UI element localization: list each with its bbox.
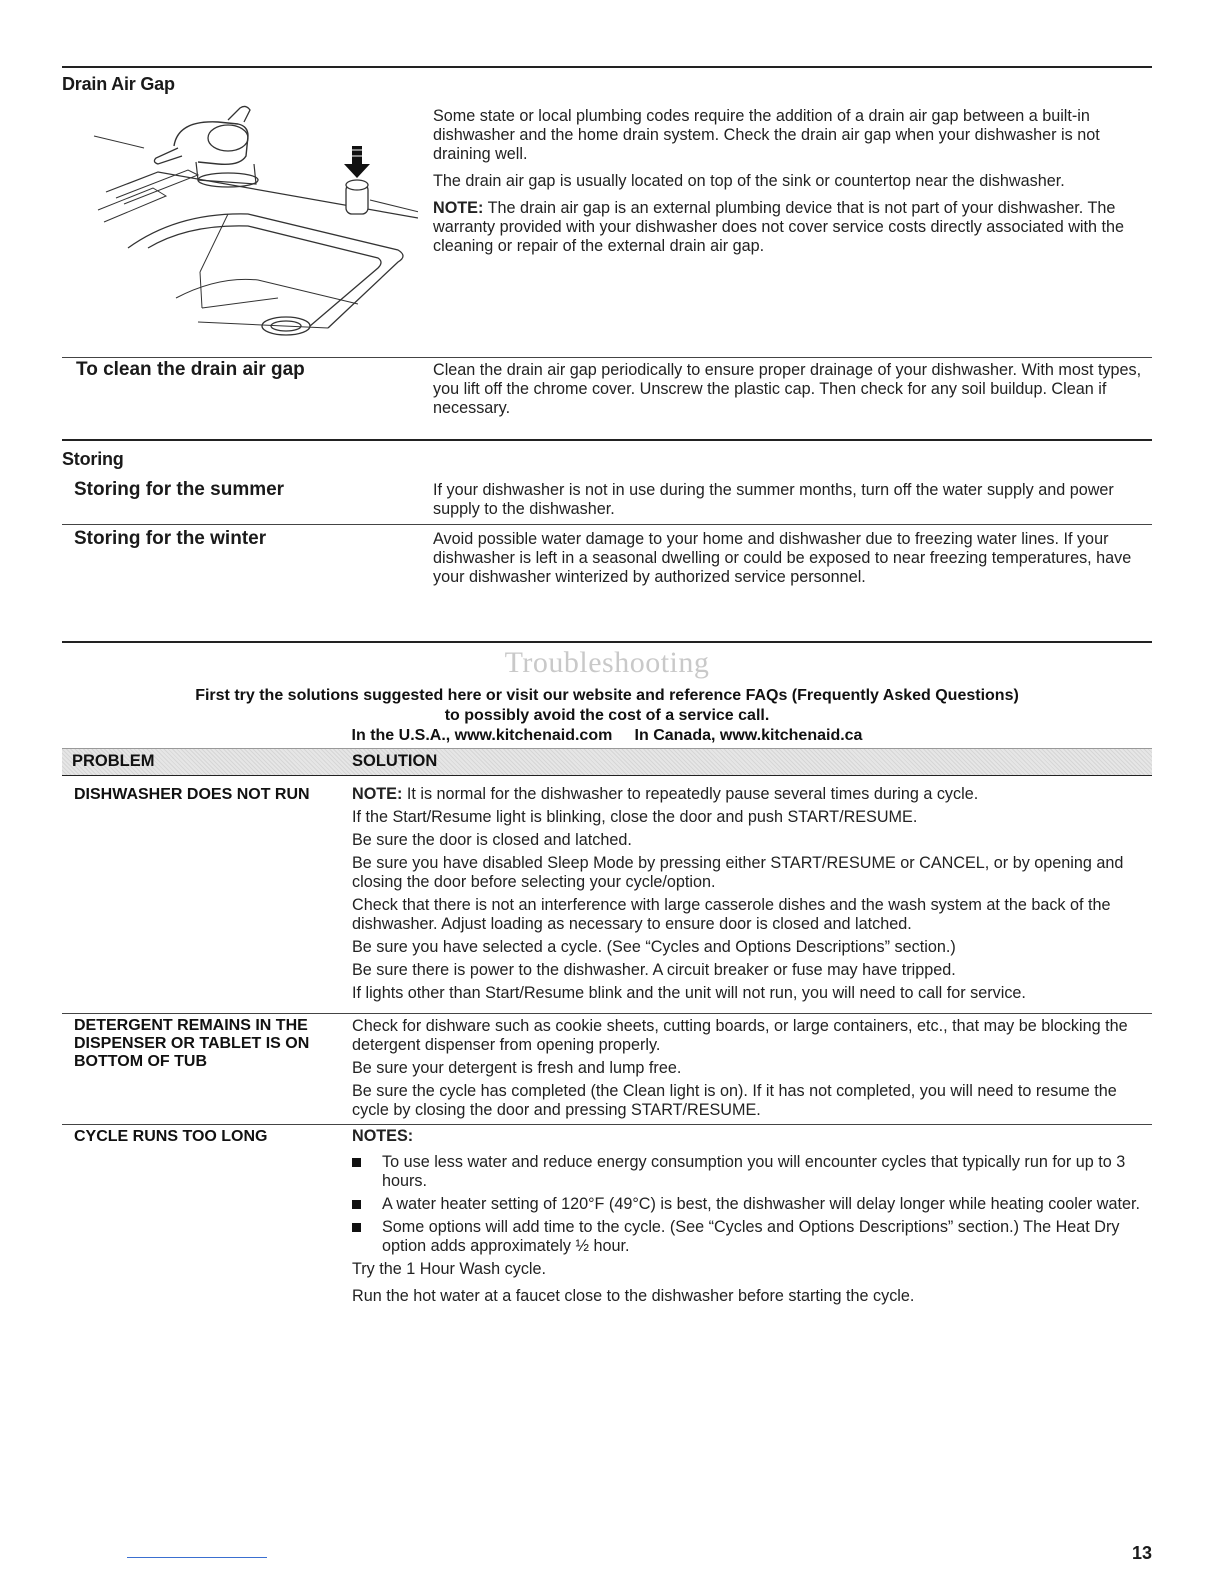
troubleshooting-title: Troubleshooting	[504, 646, 710, 679]
storing-title: Storing	[62, 449, 124, 469]
storing-summer-text: If your dishwasher is not in use during the summer months, turn off the water supply and power supply to the dishwasher.	[433, 481, 1114, 518]
bullet-text: To use less water and reduce energy consumption you will encounter cycles that typically run for up to 3 hours.	[382, 1153, 1126, 1190]
bullet-square-icon	[352, 1158, 361, 1167]
problem-label: DETERGENT REMAINS IN THE DISPENSER OR TABLET IS ON BOTTOM OF TUB	[74, 1017, 310, 1070]
problem-label: DISHWASHER DOES NOT RUN	[74, 786, 310, 803]
bullet-square-icon	[352, 1223, 361, 1232]
problem-label: CYCLE RUNS TOO LONG	[74, 1128, 268, 1145]
solution-item: If lights other than Start/Resume blink and the unit will not run, you will need to call for service.	[352, 984, 1026, 1002]
bullet-item	[352, 1153, 1142, 1191]
row-divider	[62, 1013, 1152, 1014]
clean-air-gap-title: To clean the drain air gap	[76, 359, 305, 380]
note-label: NOTE:	[352, 785, 403, 803]
solution-cell	[352, 1127, 1142, 1310]
bullet-item	[352, 1218, 1142, 1256]
solution-item: Be sure the cycle has completed (the Clean light is on). If it has not completed, you will need to resume the cycle by closing the door and pressing START/RESUME.	[352, 1082, 1117, 1119]
solution-cell	[352, 1017, 1142, 1124]
faucet-sink-air-gap-illustration	[78, 100, 418, 345]
header-problem: PROBLEM	[72, 752, 155, 770]
footer-line	[127, 1557, 267, 1558]
solution-note	[352, 785, 1142, 804]
drain-air-gap-paragraph: The drain air gap is usually located on top of the sink or countertop near the dishwasher.	[433, 172, 1065, 190]
solution-item: Be sure you have selected a cycle. (See “Cycles and Options Descriptions” section.)	[352, 938, 956, 956]
drain-air-gap-paragraph: Some state or local plumbing codes require the addition of a drain air gap between a built-in dishwasher and the home drain system. Check the drain air gap when your dishwasher is not draining well.	[433, 107, 1100, 163]
solution-item: Check for dishware such as cookie sheets, cutting boards, or large containers, etc., that may be blocking the detergent dispenser from opening properly.	[352, 1017, 1128, 1054]
row-divider	[62, 1124, 1152, 1125]
troubleshooting-intro	[62, 686, 1152, 746]
intro-line: First try the solutions suggested here or visit our website and reference FAQs (Frequently Asked Questions)	[195, 687, 1019, 704]
bullet-text: A water heater setting of 120°F (49°C) is best, the dishwasher will delay longer while heating cooler water.	[382, 1195, 1140, 1213]
bullet-square-icon	[352, 1200, 361, 1209]
header-solution: SOLUTION	[352, 752, 438, 770]
drain-air-gap-note	[433, 199, 1143, 256]
solution-item: Run the hot water at a faucet close to the dishwasher before starting the cycle.	[352, 1287, 915, 1305]
divider	[62, 357, 1152, 358]
divider	[62, 524, 1152, 525]
section-rule	[62, 439, 1152, 441]
solution-cell	[352, 785, 1142, 1007]
storing-winter-title: Storing for the winter	[74, 528, 267, 549]
intro-line: to possibly avoid the cost of a service call.	[444, 707, 770, 724]
solution-item: Be sure your detergent is fresh and lump free.	[352, 1059, 682, 1077]
solution-item: Be sure the door is closed and latched.	[352, 831, 632, 849]
note-text: The drain air gap is an external plumbing device that is not part of your dishwasher. The warranty provided with your dishwasher does not cover service costs directly associated with the cleaning or repair of the external drain air gap.	[433, 199, 1124, 255]
note-text: It is normal for the dishwasher to repeatedly pause several times during a cycle.	[402, 785, 979, 803]
notes-label: NOTES:	[352, 1127, 414, 1145]
drain-air-gap-text	[433, 107, 1143, 264]
website-links: In the U.S.A., www.kitchenaid.com In Canada, www.kitchenaid.ca	[351, 727, 863, 744]
storing-winter-text: Avoid possible water damage to your home and dishwasher due to freezing water lines. If your dishwasher is left in a seasonal dwelling or could be exposed to near freezing temperatures, have your dishwasher winterized by authorized service personnel.	[433, 530, 1132, 586]
solution-item: Be sure there is power to the dishwasher. A circuit breaker or fuse may have tripped.	[352, 961, 956, 979]
solution-item: If the Start/Resume light is blinking, close the door and push START/RESUME.	[352, 808, 918, 826]
note-label: NOTE:	[433, 199, 484, 217]
bullet-text: Some options will add time to the cycle. (See “Cycles and Options Descriptions” section.) The Heat Dry option adds approximately ½ hour.	[382, 1218, 1120, 1255]
section-rule	[62, 641, 1152, 643]
section-rule-top	[62, 66, 1152, 68]
storing-summer-title: Storing for the summer	[74, 479, 285, 500]
clean-air-gap-text: Clean the drain air gap periodically to ensure proper drainage of your dishwasher. With most types, you lift off the chrome cover. Unscrew the plastic cap. Then check for any soil buildup. Clean if necessary.	[433, 361, 1142, 417]
bullet-item	[352, 1195, 1142, 1214]
solution-item: Be sure you have disabled Sleep Mode by pressing either START/RESUME or CANCEL, or by opening and closing the door before selecting your cycle/option.	[352, 854, 1124, 891]
drain-air-gap-title: Drain Air Gap	[62, 74, 175, 94]
solution-item: Try the 1 Hour Wash cycle.	[352, 1260, 547, 1278]
page-number: 13	[1132, 1543, 1153, 1563]
solution-item: Check that there is not an interference with large casserole dishes and the wash system at the back of the dishwasher. Adjust loading as necessary to ensure door is closed and latched.	[352, 896, 1111, 933]
table-header	[62, 748, 1152, 776]
